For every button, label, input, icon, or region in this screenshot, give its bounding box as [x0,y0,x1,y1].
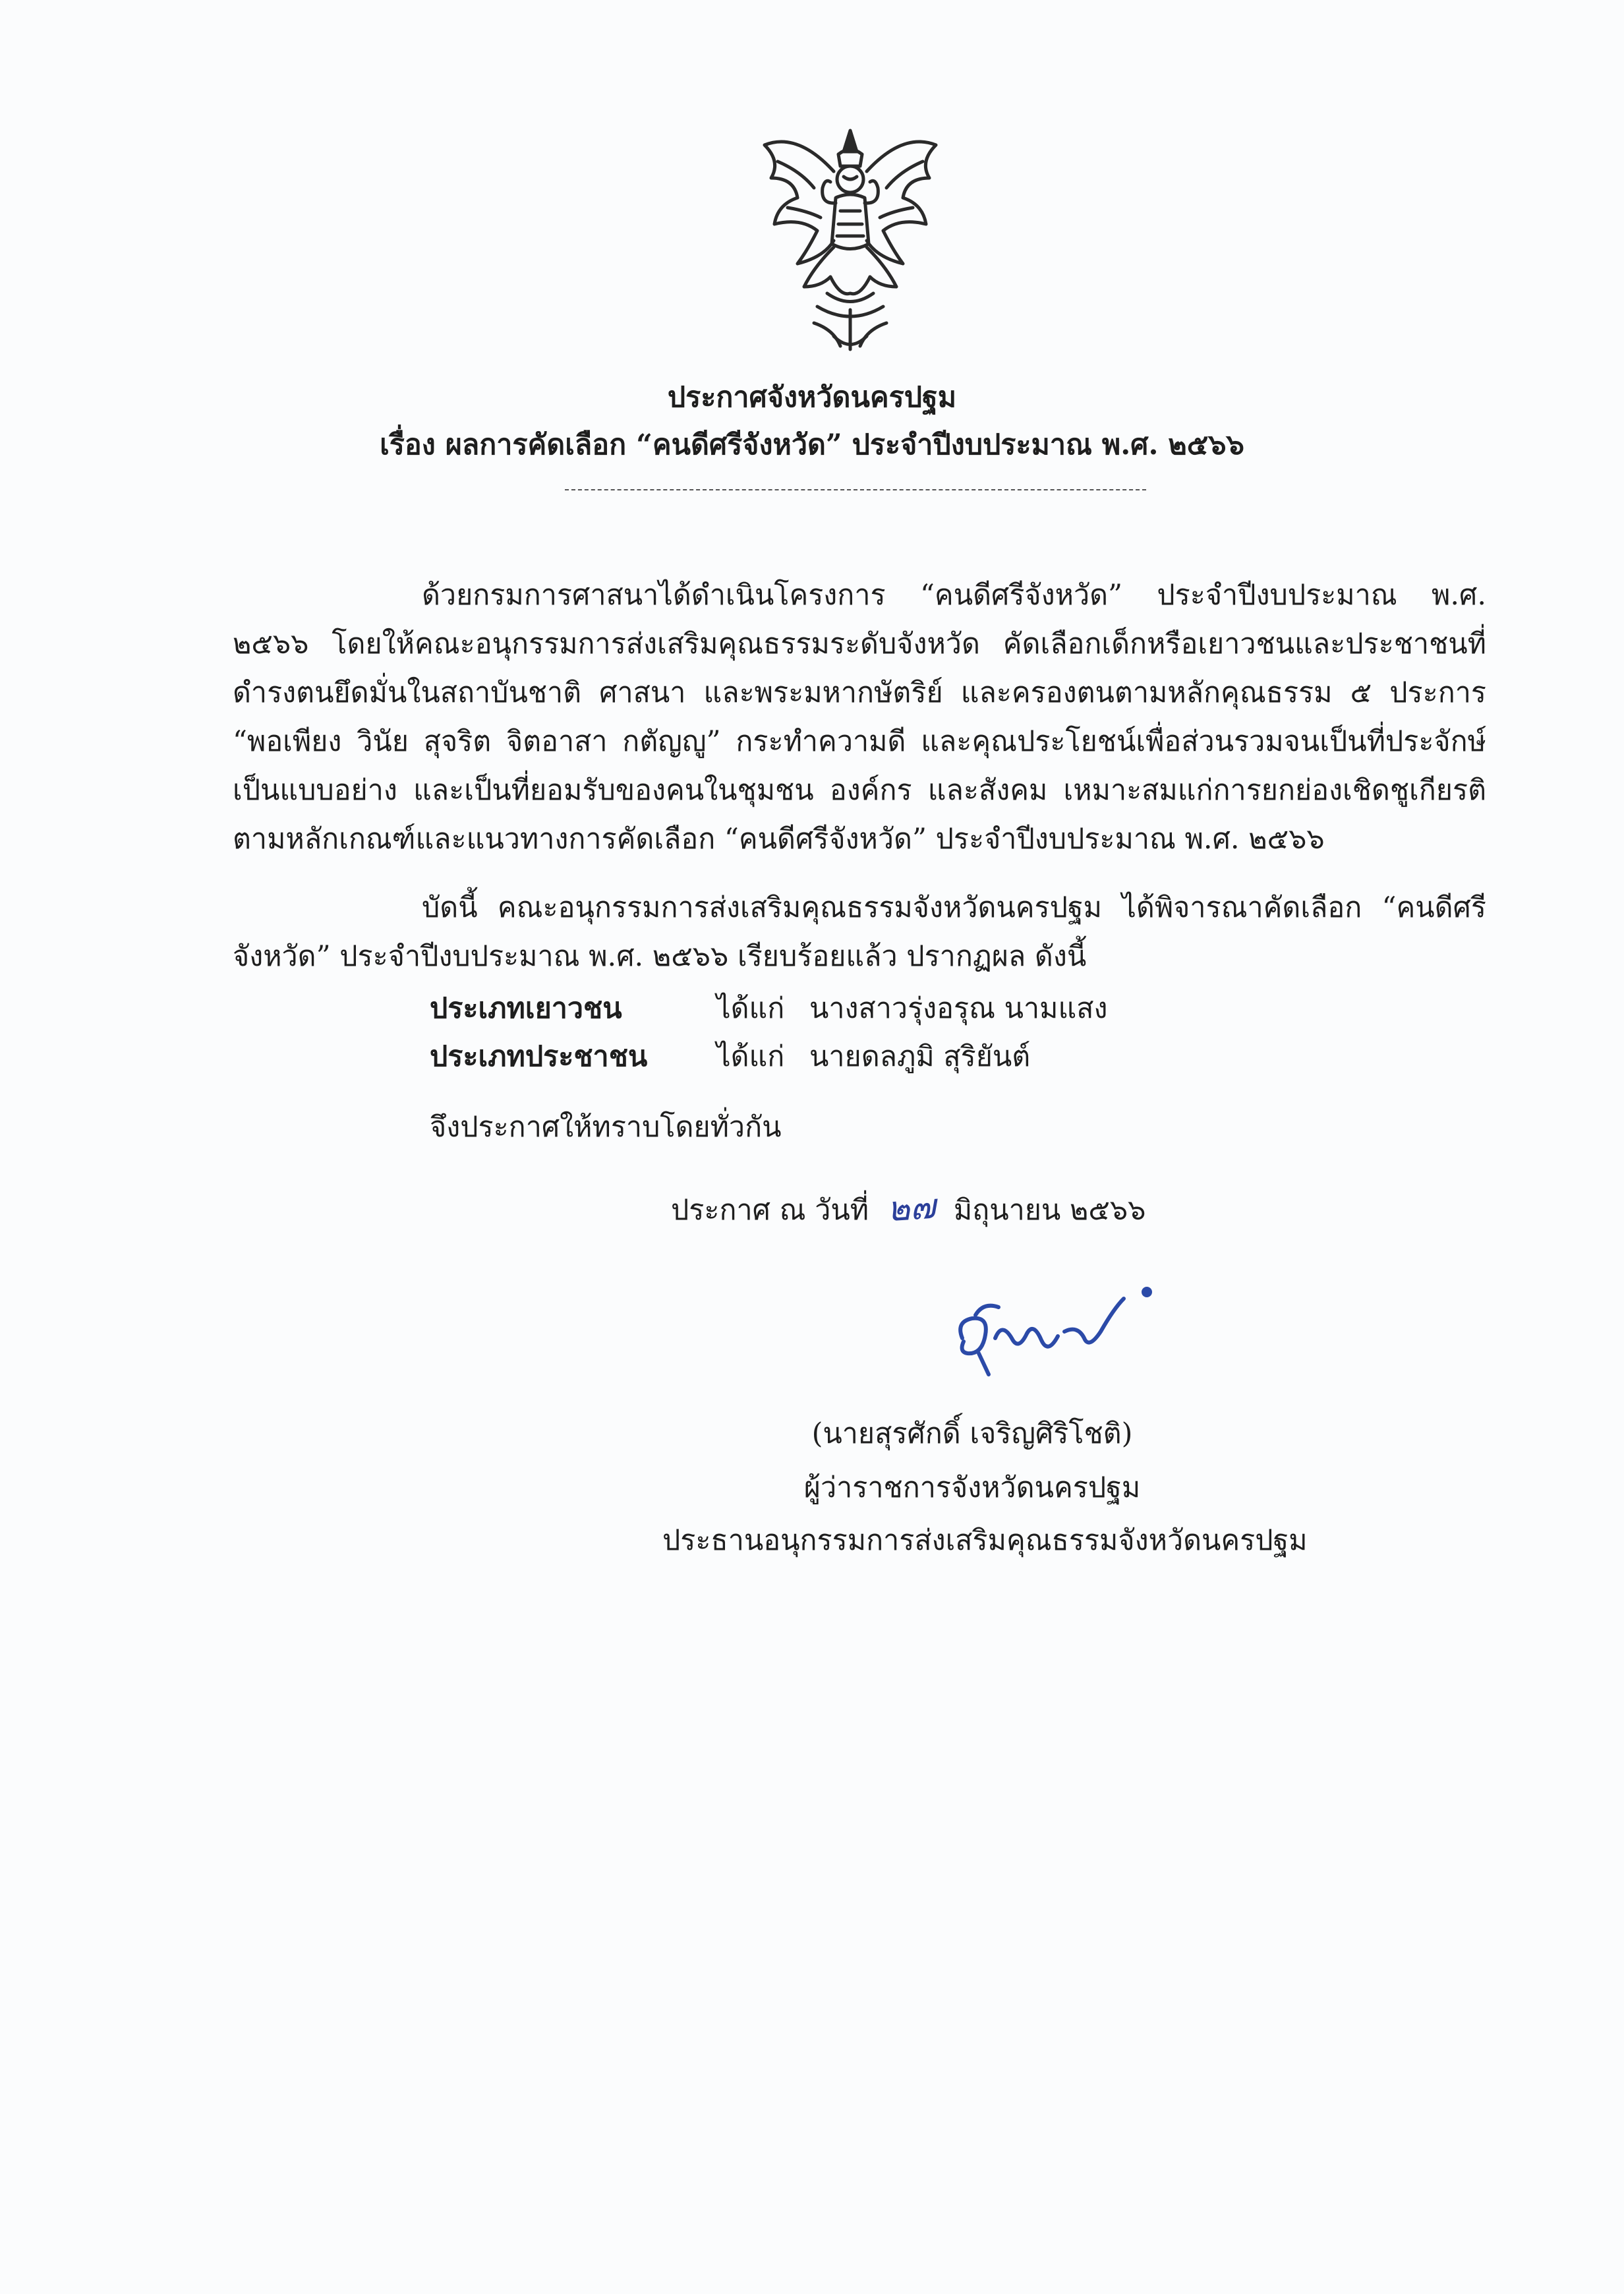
handwritten-signature-icon [949,1276,1167,1388]
result-category-label: ประเภทเยาวชน [430,992,622,1025]
dashed-divider [565,489,1146,490]
body-paragraph-2: บัดนี้ คณะอนุกรรมการส่งเสริมคุณธรรมจังหวัดนครปฐม ได้พิจารณาคัดเลือก “คนดีศรีจังหวัด” ประจำปีงบประมาณ พ.ศ. ๒๕๖๖ เรียบร้อยแล้ว ปรากฏผล ดังนี้ [233,891,1486,973]
announcement-title: ประกาศจังหวัดนครปฐม [667,381,957,414]
signatory-committee-position: ประธานอนุกรรมการส่งเสริมคุณธรรมจังหวัดนครปฐม [662,1524,1308,1557]
signatory-position: ผู้ว่าราชการจังหวัดนครปฐม [803,1471,1141,1504]
result-prefix: ได้แก่ [716,992,785,1025]
result-winner-name: นางสาวรุ่งอรุณ นามแสง [809,992,1108,1025]
closing-statement: จึงประกาศให้ทราบโดยทั่วกัน [430,1111,782,1144]
announcement-date [671,1180,1146,1235]
result-winner-name: นายดลภูมิ สุริยันต์ [809,1040,1031,1073]
announcement-subject: เรื่อง ผลการคัดเลือก “คนดีศรีจังหวัด” ประจำปีงบประมาณ พ.ศ. ๒๕๖๖ [380,428,1244,461]
result-category-label: ประเภทประชาชน [430,1040,648,1073]
date-day-handwritten: ๒๗ [885,1187,937,1230]
body-paragraph-1: ด้วยกรมการศาสนาได้ดำเนินโครงการ “คนดีศรีจังหวัด” ประจำปีงบประมาณ พ.ศ. ๒๕๖๖ โดยให้คณะอนุกรรมการส่งเสริมคุณธรรมระดับจังหวัด คัดเลือกเด็กหรือเยาวชนและประชาชนที่ดำรงตนยึดมั่นในสถาบันชาติ ศาสนา และพระมหากษัตริย์ และครองตนตามหลักคุณธรรม ๕ ประการ “พอเพียง วินัย สุจริต จิตอาสา กตัญญู” กระทำความดี และคุณประโยชน์เพื่อส่วนรวมจนเป็นที่ประจักษ์ เป็นแบบอย่าง และเป็นที่ยอมรับของคนในชุมชน องค์กร และสังคม เหมาะสมแก่การยกย่องเชิดชูเกียรติ ตามหลักเกณฑ์และแนวทางการคัดเลือก “คนดีศรีจังหวัด” ประจำปีงบประมาณ พ.ศ. ๒๕๖๖ [233,579,1486,856]
signatory-name: (นายสุรศักดิ์ เจริญศิริโชติ) [811,1417,1133,1450]
date-prefix: ประกาศ ณ วันที่ [671,1194,869,1227]
result-prefix: ได้แก่ [716,1040,785,1073]
garuda-emblem-icon [751,125,949,356]
date-month-year: มิถุนายน ๒๕๖๖ [953,1194,1146,1227]
